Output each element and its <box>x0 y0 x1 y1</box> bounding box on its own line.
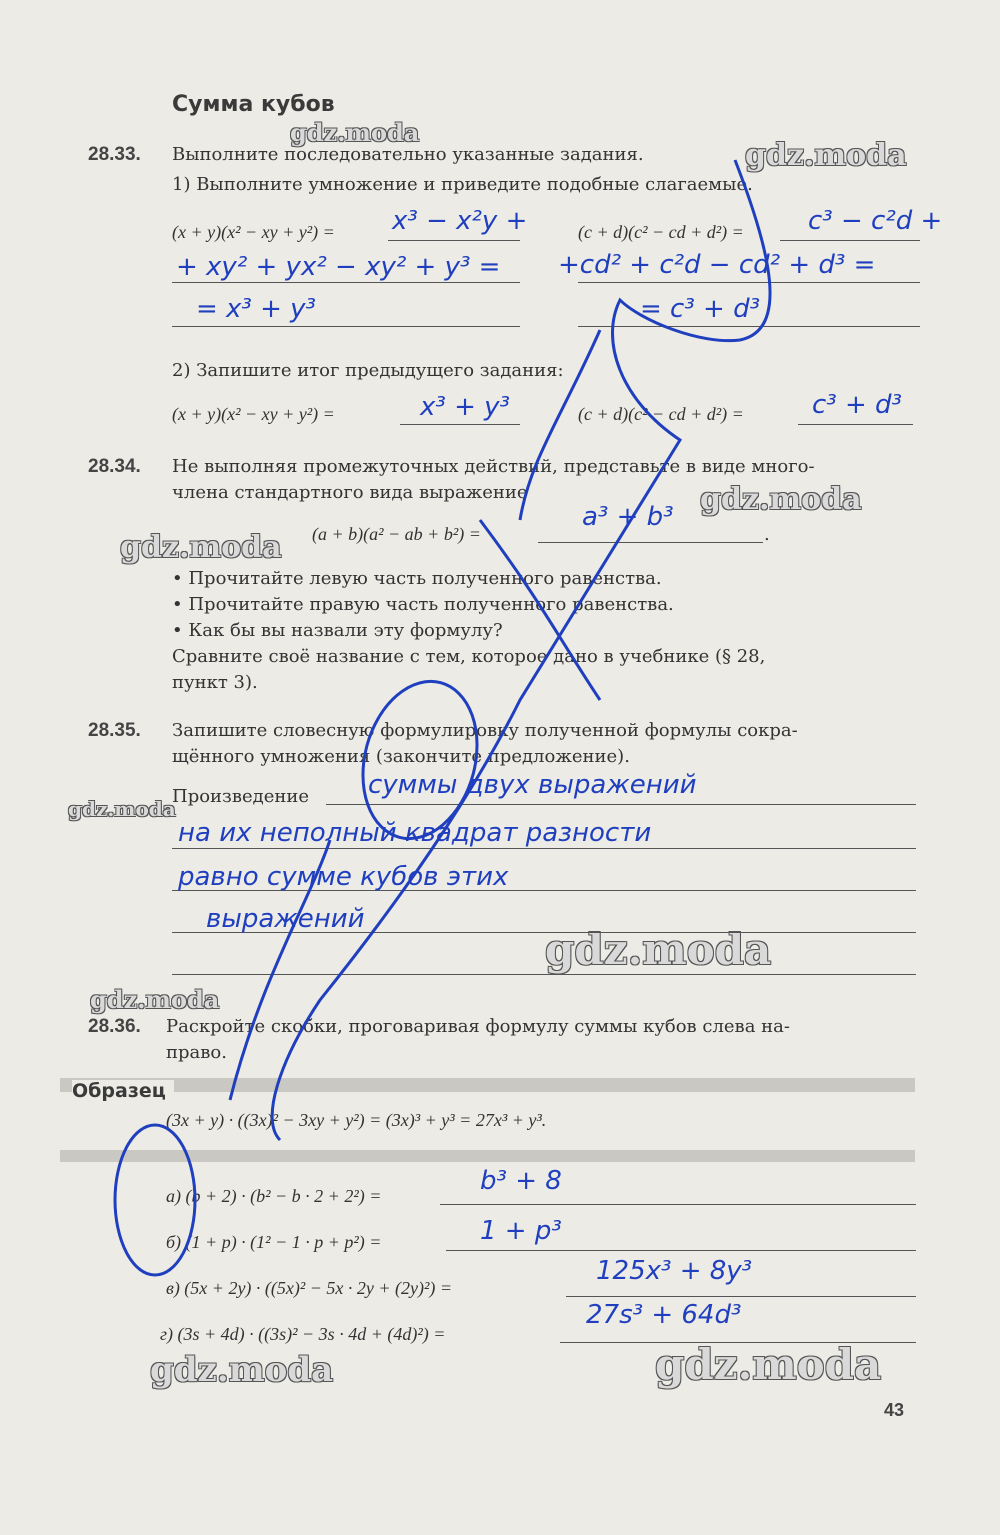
watermark: gdz.moda <box>545 925 772 974</box>
bullet-item: • Прочитайте правую часть полученного равенства. <box>172 594 674 615</box>
math-expression: (c + d)(c² − cd + d²) = <box>578 222 744 242</box>
handwritten-answer: b³ + 8 <box>480 1166 562 1196</box>
bullet-text: Прочитайте правую часть полученного равенства. <box>188 594 674 615</box>
answer-line <box>172 974 916 975</box>
page-number: 43 <box>884 1400 905 1420</box>
handwritten-answer: равно сумме кубов этих <box>178 862 509 892</box>
answer-line <box>578 282 920 283</box>
math-expression: (x + y)(x² − xy + y²) = <box>172 222 335 242</box>
answer-line <box>446 1250 916 1251</box>
answer-line <box>326 804 916 805</box>
math-expression: (c + d)(c² − cd + d²) = <box>578 404 744 424</box>
handwritten-answer: + xy² + yx² − xy² + y³ = <box>176 252 501 282</box>
answer-line <box>578 326 920 327</box>
handwritten-answer: = c³ + d³ <box>640 294 761 324</box>
bullet-item: • Как бы вы назвали эту формулу? <box>172 620 503 641</box>
exercise-number: 28.36. <box>88 1016 141 1037</box>
exercise-text: пункт 3). <box>172 672 258 693</box>
handwritten-answer: 27s³ + 64d³ <box>586 1300 742 1330</box>
handwritten-answer: c³ − c²d + <box>808 206 943 236</box>
bullet-item: • Прочитайте левую часть полученного равенства. <box>172 568 662 589</box>
answer-line <box>798 424 913 425</box>
handwritten-answer: 125x³ + 8y³ <box>596 1256 753 1286</box>
math-expression: (a + b)(a² − ab + b²) = <box>312 524 481 544</box>
exercise-text: члена стандартного вида выражение <box>172 482 528 503</box>
exercise-text: Раскройте скобки, проговаривая формулу суммы кубов слева на- <box>166 1016 790 1037</box>
answer-line <box>538 542 763 543</box>
exercise-number: 28.33. <box>88 144 141 165</box>
handwritten-answer: на их неполный квадрат разности <box>178 818 652 848</box>
exercise-number: 28.34. <box>88 456 141 477</box>
answer-line <box>566 1296 916 1297</box>
exercise-text: щённого умножения (закончите предложение). <box>172 746 630 767</box>
sample-expression: (3x + y) · ((3x)² − 3xy + y²) = (3x)³ + y³ = 27x³ + y³. <box>166 1110 547 1130</box>
answer-line <box>440 1204 916 1205</box>
exercise-number: 28.35. <box>88 720 141 741</box>
handwritten-answer: выражений <box>206 904 365 934</box>
watermark: gdz.moda <box>90 985 220 1014</box>
sample-band-top <box>60 1078 915 1092</box>
watermark: gdz.moda <box>150 1350 334 1390</box>
answer-line <box>560 1342 916 1343</box>
answer-line <box>388 240 520 241</box>
task-item-a: а) (b + 2) · (b² − b · 2 + 2²) = <box>166 1186 382 1206</box>
answer-line <box>780 240 920 241</box>
exercise-text: Запишите словесную формулировку полученной формулы сокра- <box>172 720 798 741</box>
handwritten-answer: = x³ + y³ <box>196 294 316 324</box>
answer-line <box>400 424 520 425</box>
task-text: 1) Выполните умножение и приведите подобные слагаемые. <box>172 174 753 195</box>
watermark: gdz.moda <box>700 482 862 517</box>
exercise-text: право. <box>166 1042 227 1063</box>
sentence-start: Произведение <box>172 786 310 807</box>
handwritten-answer: c³ + d³ <box>812 390 902 420</box>
watermark: gdz.moda <box>68 797 176 821</box>
task-text: 2) Запишите итог предыдущего задания: <box>172 360 564 381</box>
answer-line <box>172 326 520 327</box>
sample-band-bottom <box>60 1150 915 1162</box>
task-item-v: в) (5x + 2y) · ((5x)² − 5x · 2y + (2y)²) = <box>166 1278 453 1298</box>
handwritten-answer: 1 + p³ <box>480 1216 562 1246</box>
watermark: gdz.moda <box>290 118 420 147</box>
handwritten-answer: x³ + y³ <box>420 392 510 422</box>
handwritten-answer: x³ − x²y + <box>392 206 528 236</box>
handwritten-answer: суммы двух выражений <box>368 770 697 800</box>
handwritten-answer: +cd² + c²d − cd² + d³ = <box>558 250 876 280</box>
exercise-text: Сравните своё название с тем, которое дано в учебнике (§ 28, <box>172 646 766 667</box>
math-expression: (x + y)(x² − xy + y²) = <box>172 404 335 424</box>
exercise-text: Выполните последовательно указанные задания. <box>172 144 644 165</box>
watermark: gdz.moda <box>655 1340 882 1389</box>
answer-line <box>172 848 916 849</box>
watermark: gdz.moda <box>745 138 907 173</box>
task-item-g: г) (3s + 4d) · ((3s)² − 3s · 4d + (4d)²) = <box>160 1324 446 1344</box>
watermark: gdz.moda <box>120 530 282 565</box>
answer-line <box>172 282 520 283</box>
exercise-text: Не выполняя промежуточных действий, представьте в виде много- <box>172 456 815 477</box>
sample-label: Образец <box>72 1080 174 1102</box>
period: . <box>764 524 770 545</box>
bullet-text: Прочитайте левую часть полученного равенства. <box>188 568 662 589</box>
bullet-text: Как бы вы назвали эту формулу? <box>188 620 503 641</box>
task-item-b: б) (1 + p) · (1² − 1 · p + p²) = <box>166 1232 382 1252</box>
handwritten-answer: a³ + b³ <box>582 502 674 532</box>
section-title: Сумма кубов <box>172 92 335 117</box>
